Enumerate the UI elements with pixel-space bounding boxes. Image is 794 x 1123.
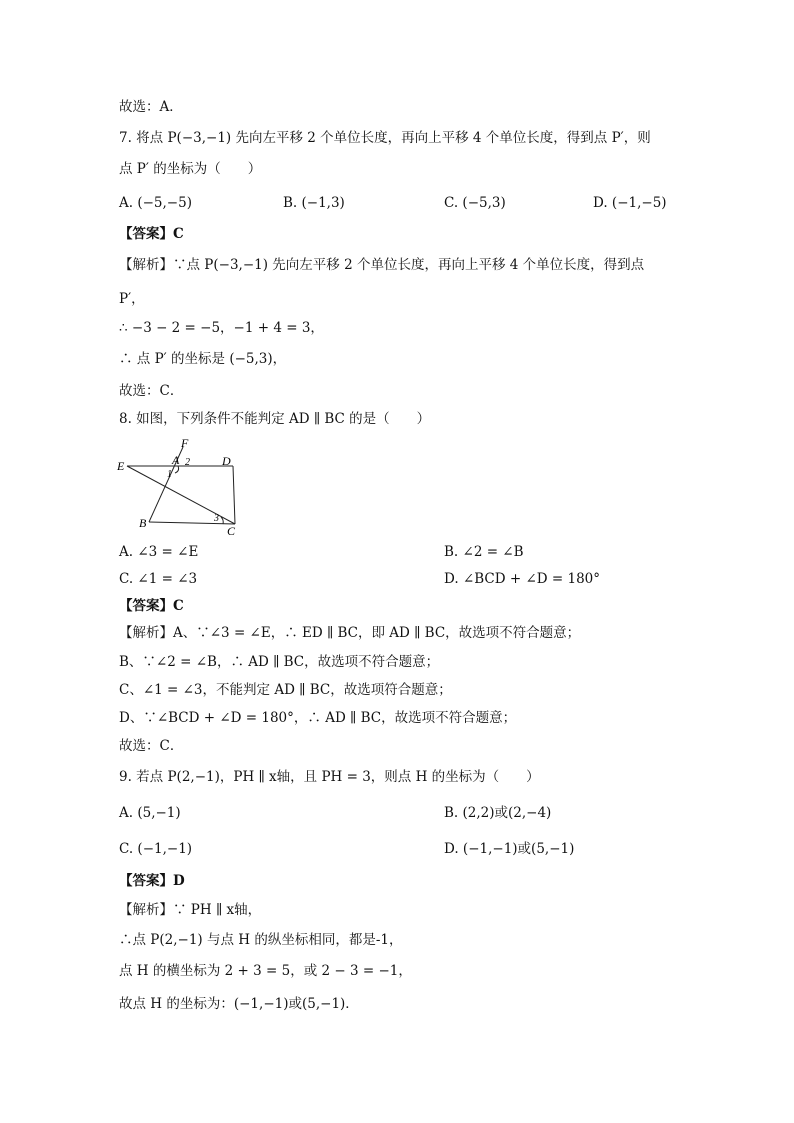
q9-analysis-line1: 【解析】∵ PH ∥ x轴， bbox=[119, 902, 262, 918]
q9-analysis-line4: 故点 H 的坐标为：(−1,−1)或(5,−1)． bbox=[119, 996, 359, 1012]
q8-stem: 8. 如图，下列条件不能判定 AD ∥ BC 的是（ ） bbox=[119, 411, 431, 427]
label-b: B bbox=[139, 516, 147, 530]
label-angle-2: 2 bbox=[185, 457, 190, 468]
q8-answer: 【答案】C bbox=[119, 598, 184, 614]
q9-stem: 9. 若点 P(2,−1)，PH ∥ x轴，且 PH = 3，则点 H 的坐标为（ ） bbox=[119, 769, 540, 785]
line-bc bbox=[149, 522, 235, 524]
label-angle-1: 1 bbox=[167, 469, 172, 480]
q8-option-a: A. ∠3 = ∠E bbox=[119, 544, 199, 560]
q7-answer: 【答案】C bbox=[119, 226, 184, 242]
q7-conclusion: 故选：C． bbox=[119, 383, 184, 399]
q8-analysis-line2: B、∵∠2 = ∠B，∴ AD ∥ BC，故选项不符合题意； bbox=[119, 654, 440, 670]
q9-option-d: D. (−1,−1)或(5,−1) bbox=[444, 841, 575, 857]
q7-option-d: D. (−1,−5) bbox=[593, 195, 667, 211]
q8-geometry-figure bbox=[115, 435, 245, 540]
q8-analysis-line4: D、∵∠BCD + ∠D = 180°，∴ AD ∥ BC，故选项不符合题意； bbox=[119, 710, 517, 726]
q9-analysis-line3: 点 H 的横坐标为 2 + 3 = 5，或 2 − 3 = −1， bbox=[119, 963, 412, 979]
q9-answer: 【答案】D bbox=[119, 873, 185, 889]
q6-conclusion: 故选：A． bbox=[119, 99, 183, 115]
q7-analysis-line3: ∴ −3 − 2 = −5，−1 + 4 = 3， bbox=[119, 320, 324, 336]
q7-analysis-line1: 【解析】∵点 P(−3,−1) 先向左平移 2 个单位长度，再向上平移 4 个单位长度，得到点 bbox=[119, 257, 645, 273]
label-a: A bbox=[172, 453, 180, 467]
q9-analysis-line2: ∴点 P(2,−1) 与点 H 的纵坐标相同，都是-1， bbox=[119, 932, 403, 948]
angle-1-arc bbox=[175, 466, 179, 473]
label-c: C bbox=[227, 524, 236, 538]
q9-option-b: B. (2,2)或(2,−4) bbox=[444, 805, 552, 821]
line-dc bbox=[233, 466, 235, 524]
q7-analysis-line4: ∴ 点 P′ 的坐标是 (−5,3)， bbox=[119, 351, 287, 367]
q7-analysis-line2: P′， bbox=[119, 291, 145, 307]
q8-analysis-line3: C、∠1 = ∠3，不能判定 AD ∥ BC，故选项符合题意； bbox=[119, 682, 452, 698]
q8-option-c: C. ∠1 = ∠3 bbox=[119, 571, 198, 587]
label-angle-3: 3 bbox=[214, 513, 219, 524]
q8-option-d: D. ∠BCD + ∠D = 180° bbox=[444, 571, 601, 587]
q7-option-a: A. (−5,−5) bbox=[119, 195, 192, 211]
q8-analysis-line1: 【解析】A、∵∠3 = ∠E，∴ ED ∥ BC，即 AD ∥ BC，故选项不符合题意； bbox=[119, 625, 581, 641]
q9-option-a: A. (5,−1) bbox=[119, 805, 181, 821]
q7-stem-line2: 点 P′ 的坐标为（ ） bbox=[119, 161, 262, 177]
q9-option-c: C. (−1,−1) bbox=[119, 841, 193, 857]
q7-option-c: C. (−5,3) bbox=[444, 195, 506, 211]
q7-stem-line1: 7. 将点 P(−3,−1) 先向左平移 2 个单位长度，再向上平移 4 个单位长度，得到点 P′，则 bbox=[119, 130, 651, 146]
q7-option-b: B. (−1,3) bbox=[283, 195, 345, 211]
label-d: D bbox=[222, 454, 231, 468]
q8-conclusion: 故选：C． bbox=[119, 738, 184, 754]
label-e: E bbox=[117, 459, 125, 473]
label-f: F bbox=[181, 436, 189, 450]
q8-option-b: B. ∠2 = ∠B bbox=[444, 544, 524, 560]
